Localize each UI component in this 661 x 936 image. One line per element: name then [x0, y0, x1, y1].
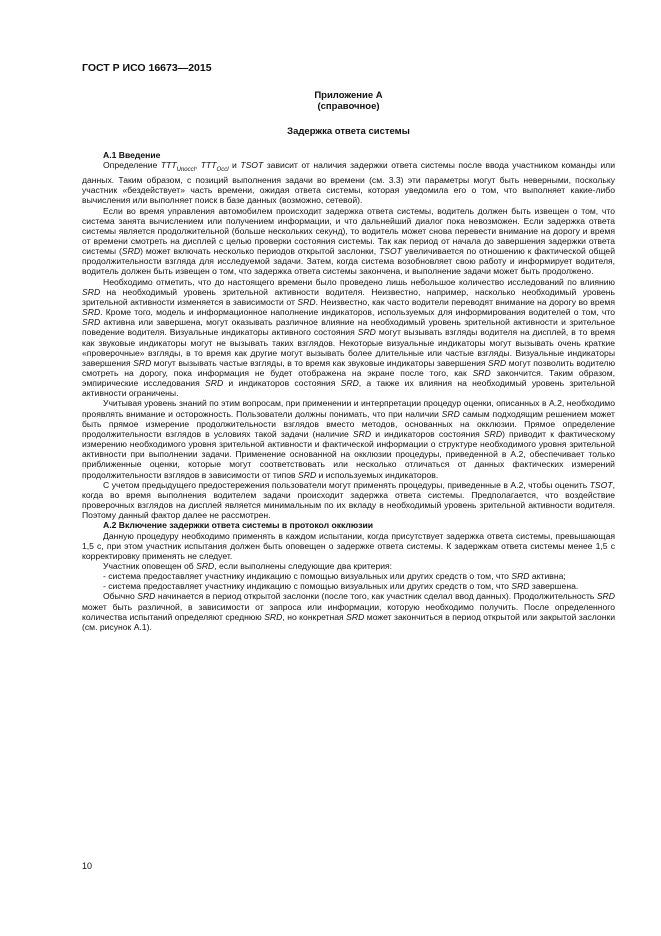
standard-header: ГОСТ Р ИСО 16673—2015	[82, 62, 212, 74]
appendix-heading	[82, 90, 615, 112]
paragraph: Если во время управления автомобилем происходит задержка ответа системы, водитель должен быть извещен о том, что система занята вычислением или получением информации, и что дальнейший диалог пока невозможен. Если задержка ответа системы является продолжительной (больше нескольких секунд), то водитель может снова перевести внимание на дорогу и время от времени смотреть на дисплей с целью проверки состояния системы. Так как период от начала до завершения задержки ответа системы (SRD) может включать несколько периодов открытой заслонки, TSOT увеличивается по отношению к фактической общей продолжительности взгляда для исследуемой задачи. Затем, когда система возобновляет свою работу и информирует водителя, водитель должен быть извещен о том, что задержка ответа системы закончена, и выполнение задачи может быть продолжено.	[82, 205, 616, 277]
page-number: 10	[82, 861, 93, 871]
paragraph: Определение $TTT_{Unoccl}$, $TTT_{Occl}$ и TSOT зависит от наличия задержки ответа системы после ввода участником команды или данных. Таким образом, с позиций выполнения задачи во времени (см. 3.3) эти параметры могут быть неверными, поскольку участник «бездействует» часть времени, ожидая ответа системы, которая уведомила его о том, что выполняет какие-либо вычисления или выполняет поиск в базе данных (возможно, сетевой).	[82, 160, 615, 206]
section-a1-heading: А.1 Введение	[103, 150, 161, 160]
list-item: - система предоставляет участнику индикацию с помощью визуальных или других средств о том, что SRD активна;	[103, 571, 566, 582]
document-body	[82, 150, 615, 632]
paragraph: Данную процедуру необходимо применять в каждом испытании, когда присутствует задержка ответа системы, превышающая 1,5 с, при этом участник испытания должен быть оповещен о задержке ответа системы. К задержкам ответа системы менее 1,5 с корректировку применять не следует.	[82, 530, 615, 561]
appendix-label: Приложение А	[314, 90, 383, 101]
section-a2-heading: А.2 Включение задержки ответа системы в протокол окклюзии	[103, 520, 374, 531]
paragraph: С учетом предыдущего предостережения пользователи могут применять процедуры, приведенные в А.2, чтобы оценить TSOT, когда во время выполнения водителем задачи происходит задержка ответа системы. Предполагается, что воздействие проверочных взглядов на дисплей является минимальным по их вкладу в необходимый уровень зрительной активности водителя. Поэтому данный фактор далее не рассмотрен.	[82, 479, 615, 521]
paragraph: Обычно SRD начинается в период открытой заслонки (после того, как участник сделал ввод данных). Продолжительность SRD может быть различной, в зависимости от запроса или информации, которую необходимо получить. После определенного количества испытаний определяют среднюю SRD, но конкретная SRD может закончиться в период открытой или закрытой заслонки (см. рисунок А.1).	[82, 591, 615, 632]
appendix-status: (справочное)	[317, 101, 380, 112]
list-item: - система предоставляет участнику индикацию с помощью визуальных или других средств о том, что SRD завершена.	[103, 581, 579, 592]
section-title: Задержка ответа системы	[287, 126, 410, 137]
paragraph: Участник оповещен об SRD, если выполнены следующие два критерия:	[103, 560, 393, 571]
paragraph: Учитывая уровень знаний по этим вопросам, при применении и интерпретации процедур оценки, описанных в А.2, необходимо проявлять внимание и осторожность. Пользователи должны понимать, что при наличии SRD самым подходящим решением может быть прямое измерение продолжительности взглядов вместо методов, основанных на окклюзии. Прямое определение продолжительности взглядов в условиях такой задачи (наличие SRD и индикаторов состояния SRD) приводит к фактическому измерению необходимого уровня зрительной активности и фактической информации о структуре необходимого уровня зрительной активности при выполнении задачи. Применение основанной на окклюзии процедуры, приведенной в А.2, обеспечивает только приближенные оценки, которые могут соответствовать или несколько отличаться от данных фактических измерений продолжительности взглядов в зависимости от типов SRD и используемых индикаторов.	[82, 398, 616, 480]
paragraph: Необходимо отметить, что до настоящего времени было проведено лишь небольшое количество исследований по влиянию SRD на необходимый уровень зрительной активности водителя. Неизвестно, например, насколько необходимый уровень зрительной активности изменяется в зависимости от SRD. Неизвестно, как часто водители переводят внимание на дорогу во время SRD. Кроме того, модель и информационное наполнение индикаторов, используемых для информирования водителей о том, что SRD активна или завершена, могут оказывать различное влияние на необходимый уровень зрительной активности и зрительное поведение водителя. Визуальные индикаторы активного состояния SRD могут вызывать взгляды водителя на дисплей, в то время как звуковые индикаторы могут не вызывать таких взглядов. Некоторые визуальные индикаторы могут вызывать очень краткие «проверочные» взгляды, в то время как другие могут вызывать более длительные или частые взгляды. Визуальные индикаторы завершения SRD могут вызывать частые взгляды, в то время как звуковые индикаторы завершения SRD могут позволить водителю смотреть на дорогу, пока информация не будет отображена на экране после того, как SRD закончится. Таким образом, эмпирические исследования SRD и индикаторов состояния SRD, а также их влияния на необходимый уровень зрительной активности ограничены.	[82, 276, 616, 399]
